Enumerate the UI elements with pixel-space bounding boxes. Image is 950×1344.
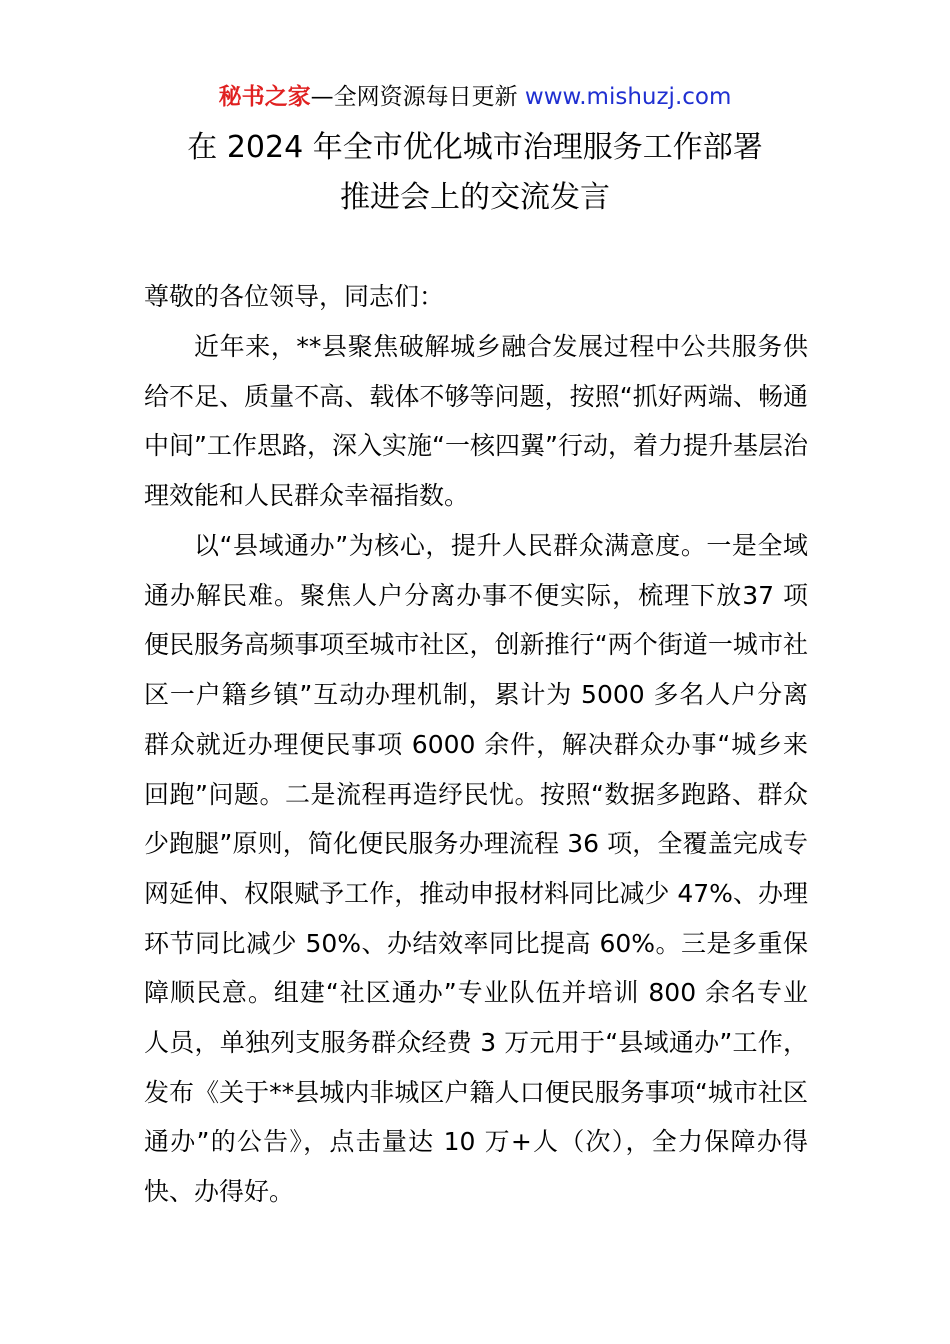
brand-name: 秘书之家	[218, 84, 311, 110]
body-paragraph-2: 以“县域通办”为核心，提升人民群众满意度。一是全域通办解民难。聚焦人户分离办事不便实际，梳理下放37 项便民服务高频事项至城市社区，创新推行“两个街道一城市社区一户籍乡镇”互动办理机制，累计为 5000 多名人户分离群众就近办理便民事项 6000 余件，解决群众办事“城乡来回跑”问题。二是流程再造纾民忧。按照“数据多跑路、群众少跑腿”原则，简化便民服务办理流程 36 项，全覆盖完成专网延伸、权限赋予工作，推动申报材料同比减少 47%、办理环节同比减少 50%、办结效率同比提高 60%。三是多重保障顺民意。组建“社区通办”专业队伍并培训 800 余名专业人员，单独列支服务群众经费 3 万元用于“县域通办”工作，发布《关于**县城内非城区户籍人口便民服务事项“城市社区通办”的公告》，点击量达 10 万+人（次），全力保障办得快、办得好。	[144, 531, 808, 1207]
document-title-line-1: 在 2024 年全市优化城市治理服务工作部署	[187, 130, 763, 165]
salutation: 尊敬的各位领导，同志们：	[144, 282, 445, 311]
site-header	[0, 80, 950, 114]
site-url-link[interactable]: www.mishuzj.com	[524, 84, 732, 110]
document-title-line-2: 推进会上的交流发言	[340, 180, 610, 215]
body-paragraph-1: 近年来，**县聚焦破解城乡融合发展过程中公共服务供给不足、质量不高、载体不够等问题，按照“抓好两端、畅通中间”工作思路，深入实施“一核四翼”行动，着力提升基层治理效能和人民群众幸福指数。	[144, 332, 808, 511]
header-tagline: —全网资源每日更新	[310, 84, 518, 110]
